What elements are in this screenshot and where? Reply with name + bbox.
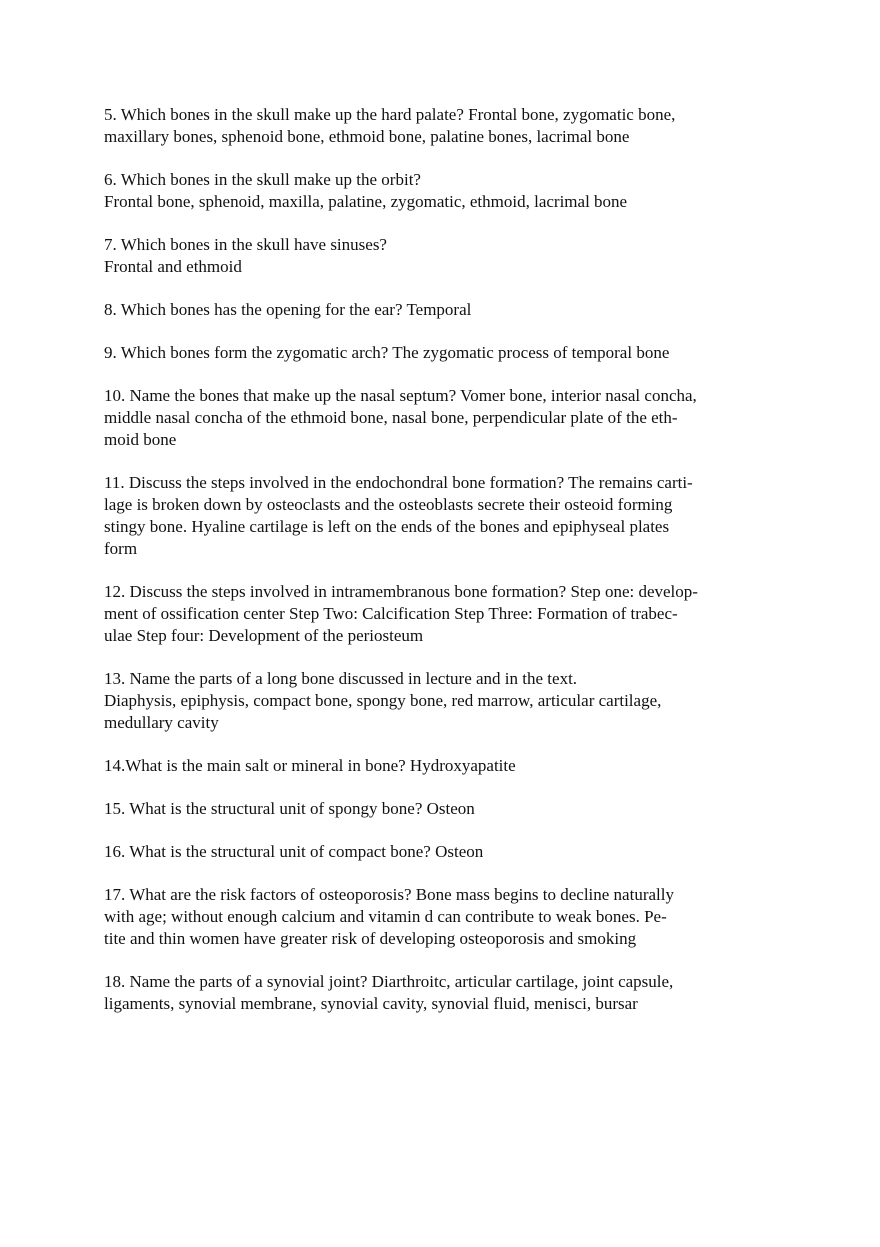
text-line: 7. Which bones in the skull have sinuses? <box>104 235 387 254</box>
text-line: moid bone <box>104 430 177 449</box>
text-line: 8. Which bones has the opening for the ear? Temporal <box>104 300 472 319</box>
text-line: 14.What is the main salt or mineral in bone? Hydroxyapatite <box>104 756 516 775</box>
text-line: 6. Which bones in the skull make up the orbit? <box>104 170 421 189</box>
text-line: Diaphysis, epiphysis, compact bone, spongy bone, red marrow, articular cartilage, <box>104 691 662 710</box>
text-line: medullary cavity <box>104 713 219 732</box>
question-16 <box>104 841 784 863</box>
text-line: form <box>104 539 138 558</box>
text-line: 10. Name the bones that make up the nasal septum? Vomer bone, interior nasal concha, <box>104 386 697 405</box>
text-line: 17. What are the risk factors of osteoporosis? Bone mass begins to decline naturally <box>104 885 674 904</box>
text-line: maxillary bones, sphenoid bone, ethmoid bone, palatine bones, lacrimal bone <box>104 127 630 146</box>
question-list <box>104 104 784 1036</box>
question-7 <box>104 234 784 278</box>
text-line: 18. Name the parts of a synovial joint? Diarthroitc, articular cartilage, joint capsule, <box>104 972 674 991</box>
question-8 <box>104 299 784 321</box>
question-11 <box>104 472 784 560</box>
text-line: 13. Name the parts of a long bone discussed in lecture and in the text. <box>104 669 578 688</box>
text-line: 5. Which bones in the skull make up the hard palate? Frontal bone, zygomatic bone, <box>104 105 676 124</box>
question-14 <box>104 755 784 777</box>
question-18 <box>104 971 784 1015</box>
text-line: 11. Discuss the steps involved in the endochondral bone formation? The remains carti- <box>104 473 693 492</box>
text-line: Frontal and ethmoid <box>104 257 242 276</box>
text-line: 16. What is the structural unit of compact bone? Osteon <box>104 842 484 861</box>
text-line: stingy bone. Hyaline cartilage is left on the ends of the bones and epiphyseal plates <box>104 517 670 536</box>
text-line: 9. Which bones form the zygomatic arch? The zygomatic process of temporal bone <box>104 343 670 362</box>
text-line: 12. Discuss the steps involved in intramembranous bone formation? Step one: develop- <box>104 582 698 601</box>
question-6 <box>104 169 784 213</box>
question-10 <box>104 385 784 451</box>
question-13 <box>104 668 784 734</box>
text-line: middle nasal concha of the ethmoid bone, nasal bone, perpendicular plate of the eth- <box>104 408 678 427</box>
text-line: with age; without enough calcium and vitamin d can contribute to weak bones. Pe- <box>104 907 667 926</box>
text-line: ligaments, synovial membrane, synovial cavity, synovial fluid, menisci, bursar <box>104 994 638 1013</box>
text-line: 15. What is the structural unit of spongy bone? Osteon <box>104 799 475 818</box>
question-5 <box>104 104 784 148</box>
text-line: Frontal bone, sphenoid, maxilla, palatine, zygomatic, ethmoid, lacrimal bone <box>104 192 628 211</box>
text-line: lage is broken down by osteoclasts and the osteoblasts secrete their osteoid forming <box>104 495 673 514</box>
text-line: tite and thin women have greater risk of developing osteoporosis and smoking <box>104 929 637 948</box>
question-17 <box>104 884 784 950</box>
text-line: ment of ossification center Step Two: Calcification Step Three: Formation of trabec- <box>104 604 678 623</box>
question-15 <box>104 798 784 820</box>
question-9 <box>104 342 784 364</box>
question-12 <box>104 581 784 647</box>
text-line: ulae Step four: Development of the periosteum <box>104 626 424 645</box>
